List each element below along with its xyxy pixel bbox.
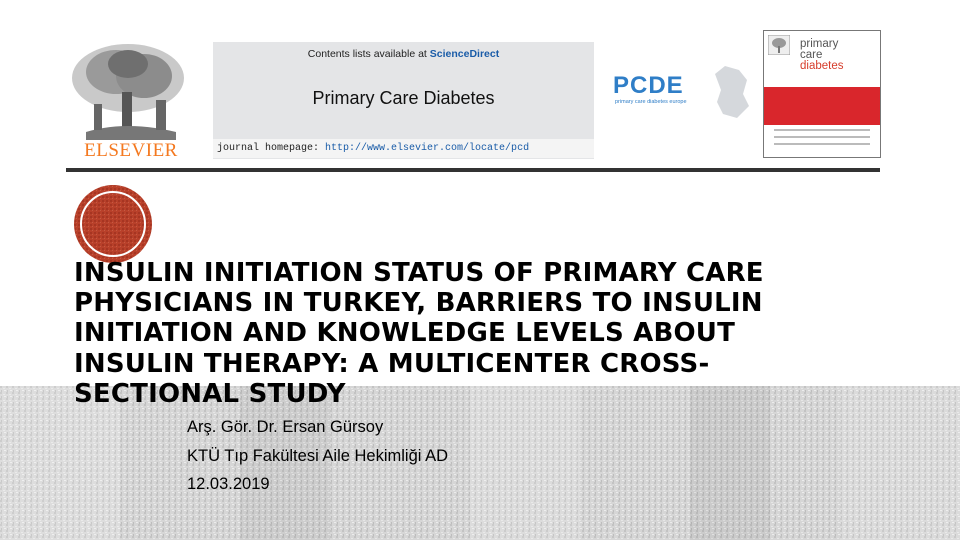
- homepage-label: journal homepage:: [217, 143, 326, 154]
- header-divider: [66, 168, 880, 172]
- cover-title: [800, 39, 843, 72]
- presentation-title: INSULIN INITIATION STATUS OF PRIMARY CARE PHYSICIANS IN TURKEY, BARRIERS TO INSULIN INITIATION AND KNOWLEDGE LEVELS ABOUT INSULIN THERAPY: A MULTICENTER CROSS-SECTIONAL STUDY: [74, 258, 764, 409]
- author-affiliation: KTÜ Tıp Fakültesi Aile Hekimliği AD: [187, 446, 449, 465]
- presentation-date: 12.03.2019: [187, 475, 270, 493]
- europe-map-icon: [711, 64, 751, 122]
- cover-title-line1: primary: [800, 38, 839, 50]
- journal-cover: [763, 30, 881, 158]
- pcde-wordmark: PCDE: [613, 72, 684, 99]
- elsevier-logo: [66, 42, 192, 160]
- pcde-logo: [611, 68, 746, 128]
- cover-text-lines: [774, 129, 870, 150]
- texture-background: [0, 386, 960, 540]
- cover-red-band: [764, 87, 880, 125]
- contents-prefix: Contents lists available at: [307, 48, 430, 60]
- journal-title: Primary Care Diabetes: [312, 88, 495, 108]
- pcde-subtitle: primary care diabetes europe: [615, 99, 687, 105]
- sciencedirect-link[interactable]: ScienceDirect: [429, 48, 500, 60]
- contents-line: [213, 48, 594, 60]
- decorative-circle-icon: [66, 184, 162, 266]
- cover-elsevier-icon: [768, 35, 790, 55]
- journal-homepage: [213, 139, 594, 158]
- elsevier-tree-icon: [66, 42, 192, 140]
- cover-title-line3: diabetes: [800, 60, 844, 72]
- cover-title-line2: care: [800, 49, 823, 61]
- homepage-url-link[interactable]: http://www.elsevier.com/locate/pcd: [325, 143, 530, 154]
- elsevier-wordmark: ELSEVIER: [84, 140, 178, 161]
- author-block: [187, 416, 448, 502]
- journal-header: [66, 30, 882, 172]
- author-name: Arş. Gör. Dr. Ersan Gürsoy: [187, 418, 384, 436]
